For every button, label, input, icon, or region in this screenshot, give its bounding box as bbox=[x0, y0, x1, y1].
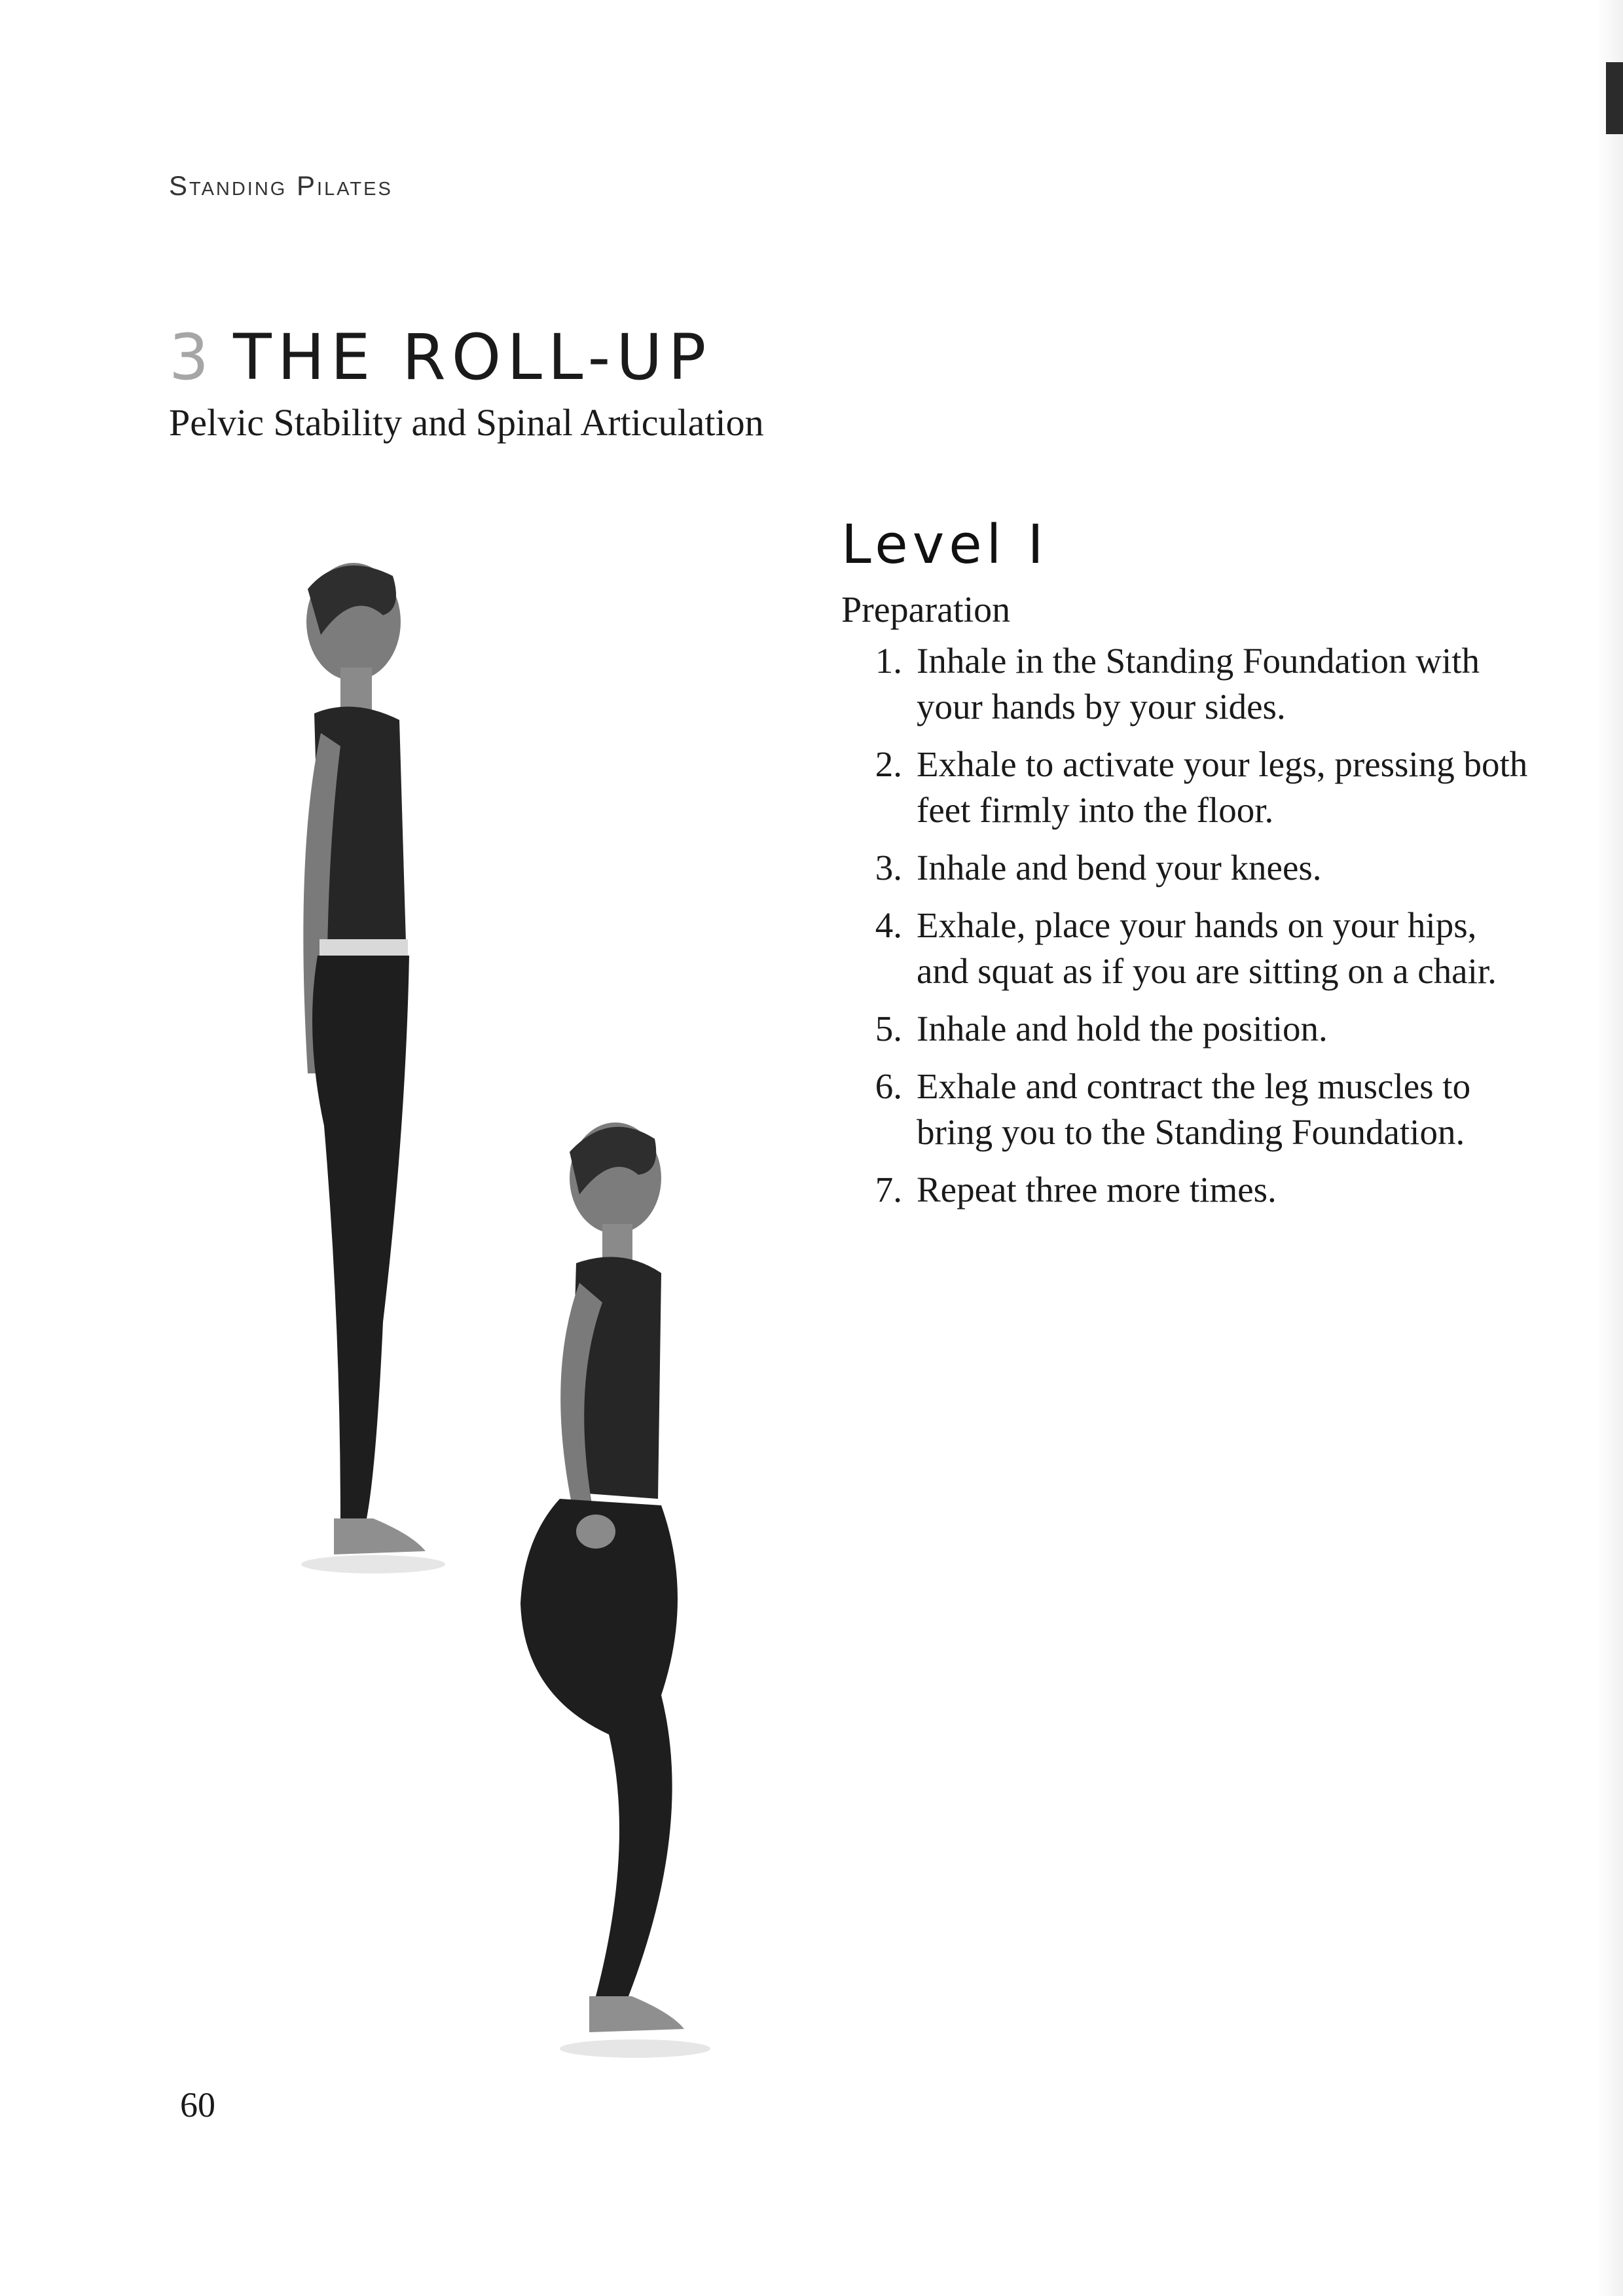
list-item bbox=[841, 1006, 1535, 1052]
step-text: Exhale to activate your legs, pressing both feet firmly into the floor. bbox=[917, 744, 1528, 830]
step-list bbox=[841, 638, 1535, 1225]
step-number: 5. bbox=[875, 1009, 902, 1049]
page-edge-mark bbox=[1606, 62, 1623, 134]
list-item bbox=[841, 1064, 1535, 1155]
exercise-title: THE ROLL-UP bbox=[233, 321, 712, 394]
step-text: Inhale and hold the position. bbox=[917, 1009, 1328, 1049]
step-text: Inhale in the Standing Foundation with your hands by your sides. bbox=[917, 641, 1480, 726]
list-item bbox=[841, 638, 1535, 730]
step-number: 4. bbox=[875, 905, 902, 945]
step-number: 1. bbox=[875, 641, 902, 681]
step-text: Repeat three more times. bbox=[917, 1170, 1277, 1210]
list-item bbox=[841, 903, 1535, 994]
squat-pose-photo bbox=[498, 1106, 733, 2075]
list-item bbox=[841, 845, 1535, 891]
step-text: Exhale, place your hands on your hips, and squat as if you are sitting on a chair. bbox=[917, 905, 1497, 991]
step-number: 2. bbox=[875, 744, 902, 784]
exercise-subtitle: Pelvic Stability and Spinal Articulation bbox=[169, 401, 764, 444]
exercise-title-row bbox=[169, 321, 712, 394]
list-item bbox=[841, 1167, 1535, 1213]
step-text: Exhale and contract the leg muscles to bring you to the Standing Foundation. bbox=[917, 1066, 1471, 1152]
step-number: 6. bbox=[875, 1066, 902, 1106]
step-text: Inhale and bend your knees. bbox=[917, 848, 1322, 888]
section-label: Preparation bbox=[841, 590, 1011, 630]
exercise-number: 3 bbox=[169, 321, 215, 394]
list-item bbox=[841, 742, 1535, 833]
running-head: Standing Pilates bbox=[169, 170, 393, 201]
step-number: 3. bbox=[875, 848, 902, 888]
level-heading: Level I bbox=[841, 514, 1048, 576]
page-number: 60 bbox=[180, 2085, 215, 2125]
page-edge-shadow bbox=[1597, 0, 1623, 2296]
standing-pose-photo bbox=[242, 537, 452, 1584]
step-number: 7. bbox=[875, 1170, 902, 1210]
